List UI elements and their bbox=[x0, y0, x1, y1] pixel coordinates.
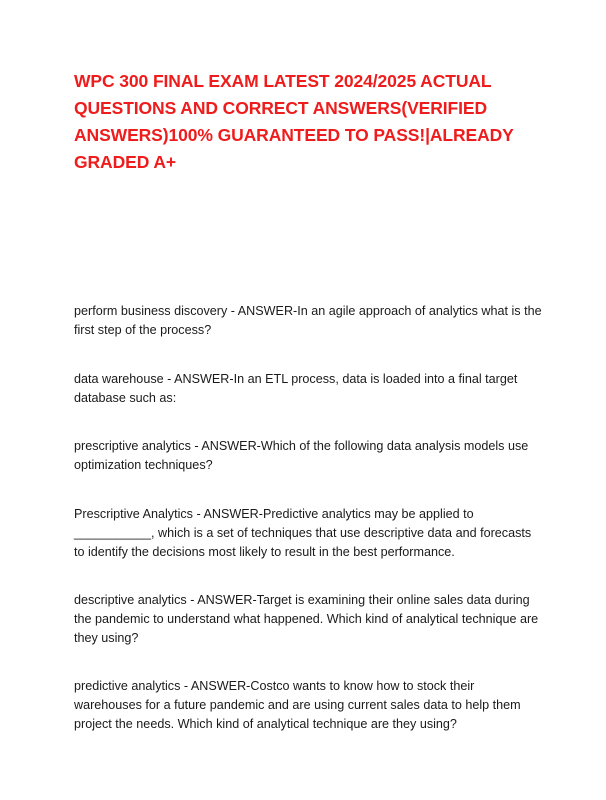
qa-entry: perform business discovery - ANSWER-In an agile approach of analytics what is the first step of the process? bbox=[74, 304, 542, 337]
qa-entry: data warehouse - ANSWER-In an ETL process, data is loaded into a final target database such as: bbox=[74, 372, 518, 405]
qa-entry: prescriptive analytics - ANSWER-Which of the following data analysis models use optimization techniques? bbox=[74, 439, 529, 472]
qa-entry: descriptive analytics - ANSWER-Target is examining their online sales data during the pandemic to understand what happened. Which kind of analytical technique are they using? bbox=[74, 593, 539, 645]
qa-entry: predictive analytics - ANSWER-Costco wants to know how to stock their warehouses for a future pandemic and are using current sales data to help them project the needs. Which kind of analytical technique are they using? bbox=[74, 679, 521, 731]
document-title: WPC 300 FINAL EXAM LATEST 2024/2025 ACTUAL QUESTIONS AND CORRECT ANSWERS(VERIFIED ANSWERS)100% GUARANTEED TO PASS!|ALREADY GRADED A+ bbox=[74, 71, 514, 172]
qa-entry: Prescriptive Analytics - ANSWER-Predictive analytics may be applied to ___________, which is a set of techniques that use descriptive data and forecasts to identify the decisions most likely to result in the best performance. bbox=[74, 507, 532, 559]
